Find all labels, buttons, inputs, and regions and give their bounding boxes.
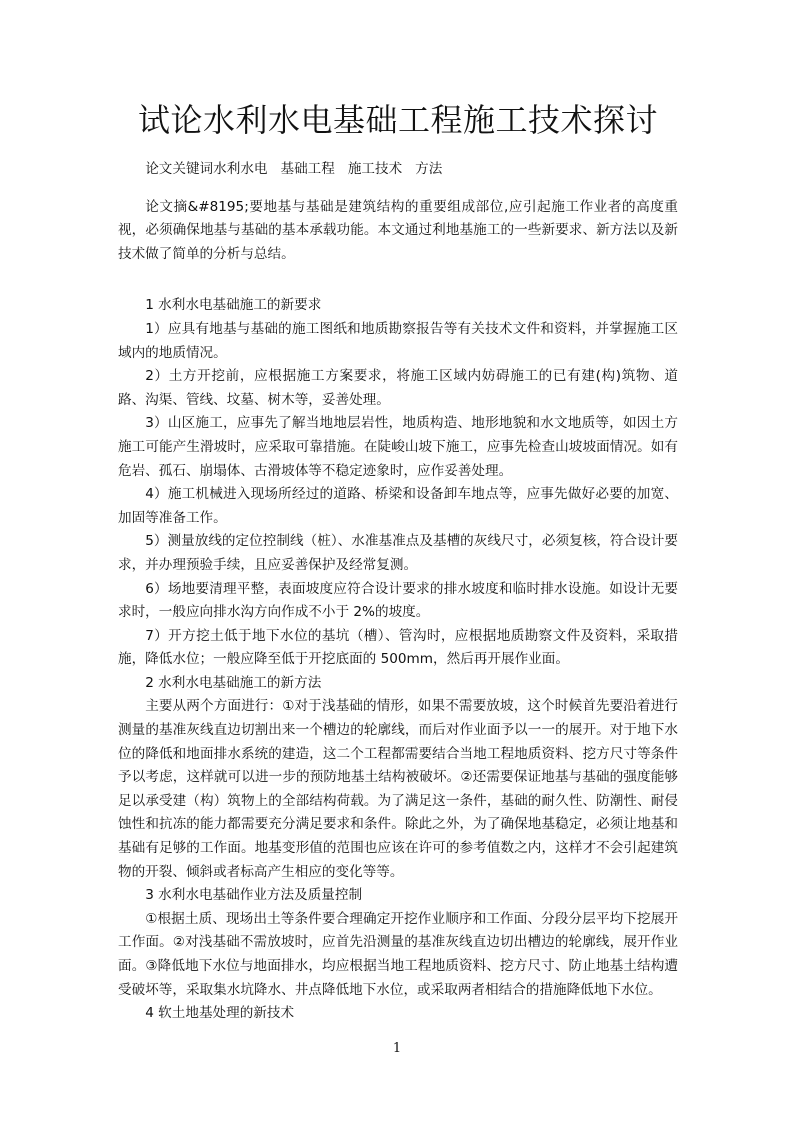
section-4-heading: 4 软土地基处理的新技术 xyxy=(145,1005,295,1022)
section-2-paragraph: 主要从两个方面进行：①对于浅基础的情形，如果不需要放坡，这个时候首先要沿着进行测量的基准灰线直边切割出来一个槽边的轮廓线，而后对作业面予以一一的展开。对于地下水位的降低和地面排水系统的建造，这二个工程都需要结合当地工程地质资料、挖方尺寸等条件予以考虑，这样就可以进一步的预防地基土结构被破坏。②还需要保证地基与基础的强度能够足以承受建（构）筑物上的全部结构荷载。为了满足这一条件，基础的耐久性、防潮性、耐侵蚀性和抗冻的能力都需要充分满足要求和条件。除此之外，为了确保地基稳定，必须让地基和基础有足够的工作面。地基变形值的范围也应该在许可的参考值数之内，这样才不会引起建筑物的开裂、倾斜或者标高产生相应的变化等等。 xyxy=(118,698,678,880)
section-1-item: 5）测量放线的定位控制线（桩）、水准基准点及基槽的灰线尺寸，必须复核，符合设计要求，并办理预验手续，且应妥善保护及经常复测。 xyxy=(118,533,678,573)
section-1-item: 1）应具有地基与基础的施工图纸和地质勘察报告等有关技术文件和资料，并掌握施工区域内的地质情况。 xyxy=(118,320,678,361)
keywords-line: 论文关键词水利水电 基础工程 施工技术 方法 xyxy=(145,161,443,177)
document-body xyxy=(118,158,678,1026)
abstract-paragraph: 论文摘&#8195;要地基与基础是建筑结构的重要组成部位,应引起施工作业者的高度重视，必须确保地基与基础的基本承载功能。本文通过利地基施工的一些新要求、新方法以及新技术做了简单的分析与总结。 xyxy=(118,198,678,262)
section-1-item: 3）山区施工，应事先了解当地地层岩性，地质构造、地形地貌和水文地质等，如因土方施工可能产生滑坡时，应采取可靠措施。在陡峻山坡下施工，应事先检查山坡坡面情况。如有危岩、孤石、崩塌体、古滑坡体等不稳定迹象时，应作妥善处理。 xyxy=(118,415,678,479)
section-1-heading: 1 水利水电基础施工的新要求 xyxy=(145,297,322,314)
section-1-item: 7）开方挖土低于地下水位的基坑（槽）、管沟时，应根据地质勘察文件及资料，采取措施，降低水位；一般应降至低于开挖底面的 500mm，然后再开展作业面。 xyxy=(118,627,678,668)
section-2-heading: 2 水利水电基础施工的新方法 xyxy=(145,674,322,691)
section-1-item: 4）施工机械进入现场所经过的道路、桥梁和设备卸车地点等，应事先做好必要的加宽、加固等准备工作。 xyxy=(118,486,678,526)
section-3-paragraph: ①根据土质、现场出土等条件要合理确定开挖作业顺序和工作面、分段分层平均下挖展开工作面。②对浅基础不需放坡时，应首先沿测量的基准灰线直边切出槽边的轮廓线，展开作业面。③降低地下水位与地面排水，均应根据当地工程地质资料、挖方尺寸、防止地基土结构遭受破坏等，采取集水坑降水、井点降低地下水位，或采取两者相结合的措施降低地下水位。 xyxy=(118,910,678,998)
section-spacer xyxy=(118,280,678,294)
section-3-heading: 3 水利水电基础作业方法及质量控制 xyxy=(145,887,363,904)
section-1-item: 2）土方开挖前，应根据施工方案要求，将施工区域内妨碍施工的已有建(构)筑物、道路、沟渠、管线、坟墓、树木等，妥善处理。 xyxy=(118,368,678,408)
page-number: 1 xyxy=(392,1041,402,1056)
section-1-item: 6）场地要清理平整，表面坡度应符合设计要求的排水坡度和临时排水设施。如设计无要求时，一般应向排水沟方向作成不小于 2%的坡度。 xyxy=(118,580,678,621)
document-title: 试论水利水电基础工程施工技术探讨 xyxy=(137,101,658,139)
